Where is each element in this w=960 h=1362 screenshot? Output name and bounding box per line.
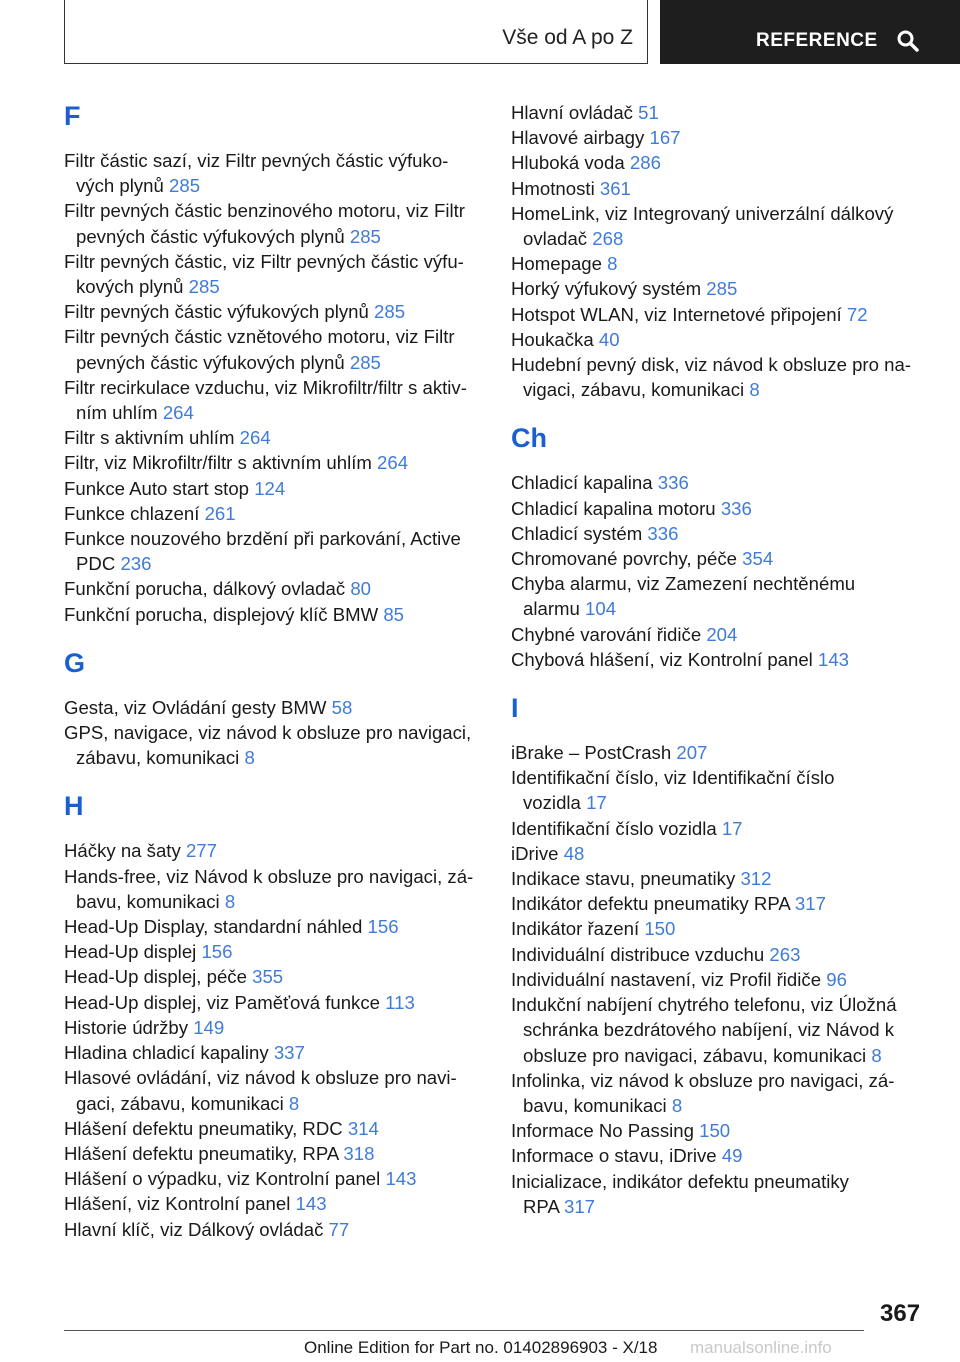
entry-text: Head-Up displej, viz Paměťová funkce bbox=[64, 991, 380, 1013]
index-entry bbox=[511, 251, 931, 276]
entry-text: Head-Up Display, standardní náhled bbox=[64, 916, 363, 938]
index-entry bbox=[64, 1166, 484, 1191]
page-link[interactable]: 336 bbox=[657, 472, 689, 494]
page-link[interactable]: 317 bbox=[564, 1195, 596, 1217]
index-entry bbox=[511, 1169, 931, 1219]
entry-text: Hotspot WLAN, viz Internetové připojení bbox=[511, 303, 842, 325]
index-entry bbox=[64, 695, 484, 720]
page-link[interactable]: 48 bbox=[563, 842, 585, 864]
entry-text: Hladina chladicí kapaliny bbox=[64, 1042, 269, 1064]
index-entry bbox=[511, 841, 931, 866]
page-link[interactable]: 314 bbox=[347, 1117, 379, 1139]
index-entry bbox=[64, 425, 484, 450]
page-link[interactable]: 264 bbox=[239, 427, 271, 449]
entry-text: Inicializace, indikátor defektu pneumatiky RPA bbox=[511, 1170, 849, 1217]
entry-text: Indikátor řazení bbox=[511, 918, 640, 940]
page-link[interactable]: 277 bbox=[185, 840, 217, 862]
index-entry bbox=[511, 942, 931, 967]
page-link[interactable]: 207 bbox=[676, 742, 708, 764]
index-entry bbox=[511, 546, 931, 571]
entry-text: Individuální nastavení, viz Profil řidiče bbox=[511, 968, 822, 990]
entry-text: Infolinka, viz návod k obsluze pro navigaci, zá- bavu, komunikaci bbox=[511, 1069, 895, 1116]
entry-text: Identifikační číslo, viz Identifikační číslo vozidla bbox=[511, 767, 835, 814]
index-entry bbox=[511, 276, 931, 301]
entry-text: Chybová hlášení, viz Kontrolní panel bbox=[511, 648, 813, 670]
page-link[interactable]: 72 bbox=[846, 303, 868, 325]
entry-text: Hudební pevný disk, viz návod k obsluze pro na- vigaci, zábavu, komunikaci bbox=[511, 354, 911, 401]
entry-text: Filtr částic sazí, viz Filtr pevných částic výfuko- vých plynů bbox=[64, 150, 449, 197]
index-entry bbox=[64, 526, 484, 576]
page-link[interactable]: 8 bbox=[288, 1092, 300, 1114]
entry-text: Hlavní klíč, viz Dálkový ovládač bbox=[64, 1218, 324, 1240]
page-link[interactable]: 80 bbox=[350, 578, 371, 600]
entry-text: Indikátor defektu pneumatiky RPA bbox=[511, 893, 790, 915]
index-section bbox=[511, 422, 931, 672]
section-letter: Ch bbox=[511, 423, 547, 454]
page-link[interactable]: 285 bbox=[349, 351, 381, 373]
index-entry bbox=[511, 647, 931, 672]
entry-text: Historie údržby bbox=[64, 1016, 189, 1038]
page-link[interactable]: 96 bbox=[826, 968, 847, 990]
index-column-left bbox=[64, 100, 484, 1242]
index-entry bbox=[511, 1118, 931, 1143]
index-entry bbox=[511, 150, 931, 175]
page-link[interactable]: 337 bbox=[273, 1042, 305, 1064]
page-link[interactable]: 236 bbox=[120, 553, 152, 575]
index-entry bbox=[511, 302, 931, 327]
page-link[interactable]: 8 bbox=[244, 747, 255, 769]
entry-text: Filtr pevných částic benzinového motoru, viz Filtr pevných částic výfukových plynů bbox=[64, 200, 465, 247]
header-section-box bbox=[64, 0, 648, 64]
entry-text: Funkční porucha, dálkový ovladač bbox=[64, 578, 346, 600]
entry-text: Filtr pevných částic vznětového motoru, viz Filtr pevných částic výfukových plynů bbox=[64, 326, 455, 373]
page-link[interactable]: 8 bbox=[871, 1044, 882, 1066]
page-link[interactable]: 77 bbox=[328, 1218, 350, 1240]
page-link[interactable]: 40 bbox=[598, 328, 620, 350]
index-entry bbox=[64, 602, 484, 627]
section-letter: F bbox=[64, 101, 81, 131]
entry-text: Hands-free, viz Návod k obsluze pro navigaci, zá- bavu, komunikaci bbox=[64, 865, 474, 912]
index-entry bbox=[511, 521, 931, 546]
entry-text: Informace No Passing bbox=[511, 1120, 694, 1142]
index-entry bbox=[511, 470, 931, 495]
entry-text: Háčky na šaty bbox=[64, 840, 181, 862]
page-link[interactable]: 264 bbox=[377, 452, 409, 474]
page-link[interactable]: 113 bbox=[385, 991, 415, 1013]
index-entry bbox=[511, 816, 931, 841]
index-entry bbox=[511, 967, 931, 992]
index-section bbox=[64, 647, 484, 771]
page-link[interactable]: 17 bbox=[721, 817, 743, 839]
entry-text: Head-Up displej bbox=[64, 941, 197, 963]
page-link[interactable]: 49 bbox=[721, 1145, 743, 1167]
entry-text: iBrake – PostCrash bbox=[511, 742, 672, 764]
page-link[interactable]: 204 bbox=[706, 623, 738, 645]
index-section bbox=[511, 692, 931, 1219]
page-link[interactable]: 285 bbox=[349, 225, 381, 247]
index-column-right bbox=[511, 100, 931, 1219]
reference-tab[interactable] bbox=[660, 0, 960, 64]
index-entry bbox=[511, 765, 931, 815]
page-link[interactable]: 8 bbox=[224, 890, 236, 912]
index-entry bbox=[64, 1040, 484, 1065]
page-link[interactable]: 263 bbox=[769, 943, 801, 965]
page-link[interactable]: 167 bbox=[649, 127, 681, 149]
index-entry bbox=[511, 740, 931, 765]
page-link[interactable]: 285 bbox=[374, 301, 406, 323]
index-section bbox=[64, 790, 484, 1241]
page-link[interactable]: 124 bbox=[254, 477, 286, 499]
page-link[interactable]: 150 bbox=[644, 918, 676, 940]
section-letter: I bbox=[511, 693, 519, 724]
entry-text: Hluboká voda bbox=[511, 152, 625, 174]
entry-text: Hlášení defektu pneumatiky, RPA bbox=[64, 1142, 339, 1164]
index-entry bbox=[64, 964, 484, 989]
index-entry bbox=[511, 176, 931, 201]
entry-text: Chybné varování řidiče bbox=[511, 623, 702, 645]
page-link[interactable]: 264 bbox=[162, 402, 194, 424]
entry-text: Hlavové airbagy bbox=[511, 127, 645, 149]
index-entry bbox=[64, 324, 484, 374]
entry-text: Indukční nabíjení chytrého telefonu, viz Úložná schránka bezdrátového nabíjení, viz Návod k obsluze pro navigaci, zábavu, komunikaci bbox=[511, 994, 897, 1066]
page-link[interactable]: 361 bbox=[599, 177, 631, 199]
entry-text: Funkce chlazení bbox=[64, 502, 200, 524]
index-entry bbox=[511, 125, 931, 150]
entry-text: Filtr s aktivním uhlím bbox=[64, 427, 235, 449]
index-section bbox=[511, 100, 931, 402]
page-link[interactable]: 85 bbox=[383, 603, 405, 625]
entry-text: Houkačka bbox=[511, 328, 594, 350]
entry-text: Indikace stavu, pneumatiky bbox=[511, 868, 736, 890]
search-icon[interactable] bbox=[896, 29, 920, 53]
entry-text: Gesta, viz Ovládání gesty BMW bbox=[64, 696, 327, 718]
index-entry bbox=[64, 450, 484, 475]
index-entry bbox=[511, 100, 931, 125]
index-entry bbox=[64, 720, 484, 770]
entry-text: Hlášení defektu pneumatiky, RDC bbox=[64, 1117, 343, 1139]
page-link[interactable]: 58 bbox=[331, 696, 353, 718]
index-entry bbox=[64, 249, 484, 299]
index-entry bbox=[64, 914, 484, 939]
entry-text: Hlášení o výpadku, viz Kontrolní panel bbox=[64, 1168, 381, 1190]
index-entry bbox=[511, 622, 931, 647]
page-number: 367 bbox=[880, 1300, 921, 1327]
index-entry bbox=[511, 327, 931, 352]
index-entry bbox=[64, 375, 484, 425]
entry-text: Filtr pevných částic, viz Filtr pevných částic výfu- kových plynů bbox=[64, 250, 464, 298]
index-entry bbox=[511, 571, 931, 621]
entry-text: Informace o stavu, iDrive bbox=[511, 1145, 717, 1167]
index-entry bbox=[64, 1217, 484, 1242]
index-entry bbox=[64, 990, 484, 1015]
index-entry bbox=[64, 576, 484, 601]
index-entry bbox=[64, 198, 484, 248]
index-section bbox=[64, 100, 484, 627]
page-link[interactable]: 312 bbox=[740, 868, 772, 890]
entry-text: Head-Up displej, péče bbox=[64, 966, 247, 988]
page-link[interactable]: 336 bbox=[647, 522, 679, 544]
page-link[interactable]: 143 bbox=[385, 1168, 417, 1190]
index-entry bbox=[511, 992, 931, 1068]
page-link[interactable]: 261 bbox=[204, 502, 236, 524]
entry-text: Homepage bbox=[511, 253, 602, 275]
page-link[interactable]: 318 bbox=[343, 1142, 375, 1164]
page-link[interactable]: 8 bbox=[671, 1094, 683, 1116]
index-entry bbox=[64, 1141, 484, 1166]
page-link[interactable]: 285 bbox=[706, 278, 738, 300]
page-link[interactable]: 17 bbox=[586, 792, 607, 814]
page-link[interactable]: 317 bbox=[794, 893, 826, 915]
index-entry bbox=[511, 1068, 931, 1118]
page-link[interactable]: 104 bbox=[585, 598, 617, 620]
index-entry bbox=[64, 1116, 484, 1141]
page-link[interactable]: 150 bbox=[699, 1120, 731, 1142]
entry-text: Chyba alarmu, viz Zamezení nechtěnému alarmu bbox=[511, 573, 856, 620]
entry-text: Filtr pevných částic výfukových plynů bbox=[64, 301, 369, 323]
page-link[interactable]: 143 bbox=[817, 648, 850, 670]
page-link[interactable]: 156 bbox=[367, 916, 399, 938]
entry-text: Funkce Auto start stop bbox=[64, 477, 250, 499]
page-link[interactable]: 285 bbox=[169, 175, 201, 197]
entry-text: Funkce nouzového brzdění při parkování, Active PDC bbox=[64, 528, 461, 575]
entry-text: Individuální distribuce vzduchu bbox=[511, 943, 765, 965]
index-entry bbox=[64, 148, 484, 198]
entry-text: Hmotnosti bbox=[511, 177, 595, 199]
index-entry bbox=[511, 1143, 931, 1168]
index-entry bbox=[64, 476, 484, 501]
index-entry bbox=[511, 891, 931, 916]
index-entry bbox=[64, 864, 484, 914]
watermark: manualsonline.info bbox=[690, 1338, 832, 1357]
page-link[interactable]: 336 bbox=[720, 497, 752, 519]
page-link[interactable]: 156 bbox=[201, 941, 233, 963]
entry-text: Filtr recirkulace vzduchu, viz Mikrofiltr/filtr s aktiv- ním uhlím bbox=[64, 376, 467, 424]
entry-text: Chladicí kapalina bbox=[511, 472, 653, 494]
index-entry bbox=[511, 496, 931, 521]
entry-text: Horký výfukový systém bbox=[511, 278, 702, 300]
index-entry bbox=[511, 866, 931, 891]
entry-text: Identifikační číslo vozidla bbox=[511, 817, 717, 839]
index-entry bbox=[511, 916, 931, 941]
index-entry bbox=[64, 838, 484, 863]
section-letter: G bbox=[64, 647, 86, 678]
entry-text: GPS, navigace, viz návod k obsluze pro navigaci, zábavu, komunikaci bbox=[64, 722, 472, 769]
index-entry bbox=[64, 1015, 484, 1040]
reference-label: REFERENCE bbox=[756, 30, 878, 51]
entry-text: Funkční porucha, displejový klíč BMW bbox=[64, 603, 379, 625]
page-link[interactable]: 285 bbox=[188, 276, 220, 298]
entry-text: Hlasové ovládání, viz návod k obsluze pro navi- gaci, zábavu, komunikaci bbox=[64, 1067, 457, 1114]
entry-text: Hlášení, viz Kontrolní panel bbox=[64, 1193, 291, 1215]
entry-text: Chladicí kapalina motoru bbox=[511, 497, 716, 519]
section-title: Vše od A po Z bbox=[502, 26, 633, 49]
index-entry bbox=[64, 299, 484, 324]
page-link[interactable]: 286 bbox=[629, 152, 661, 174]
entry-text: HomeLink, viz Integrovaný univerzální dálkový ovladač bbox=[511, 202, 894, 250]
entry-text: Chladicí systém bbox=[511, 522, 643, 544]
page-link[interactable]: 143 bbox=[295, 1193, 327, 1215]
index-entry bbox=[64, 1065, 484, 1115]
entry-text: Filtr, viz Mikrofiltr/filtr s aktivním uhlím bbox=[64, 452, 372, 474]
index-entry bbox=[511, 352, 931, 402]
page-link[interactable]: 51 bbox=[638, 102, 659, 123]
index-entry bbox=[64, 501, 484, 526]
page-link[interactable]: 149 bbox=[193, 1016, 225, 1038]
index-entry bbox=[511, 201, 931, 251]
entry-text: iDrive bbox=[511, 842, 559, 864]
edition-text: Online Edition for Part no. 01402896903 - X/18 bbox=[304, 1338, 658, 1357]
page-link[interactable]: 354 bbox=[742, 548, 774, 570]
entry-text: Chromované povrchy, péče bbox=[511, 548, 737, 570]
page-link[interactable]: 268 bbox=[592, 228, 624, 250]
page-link[interactable]: 355 bbox=[252, 966, 284, 988]
index-entry bbox=[64, 1191, 484, 1216]
page-link[interactable]: 8 bbox=[607, 253, 618, 275]
index-entry bbox=[64, 939, 484, 964]
page-link[interactable]: 8 bbox=[749, 379, 760, 401]
footer-rule bbox=[64, 1330, 864, 1331]
section-letter: H bbox=[64, 791, 84, 822]
entry-text: Hlavní ovládač bbox=[511, 102, 633, 123]
